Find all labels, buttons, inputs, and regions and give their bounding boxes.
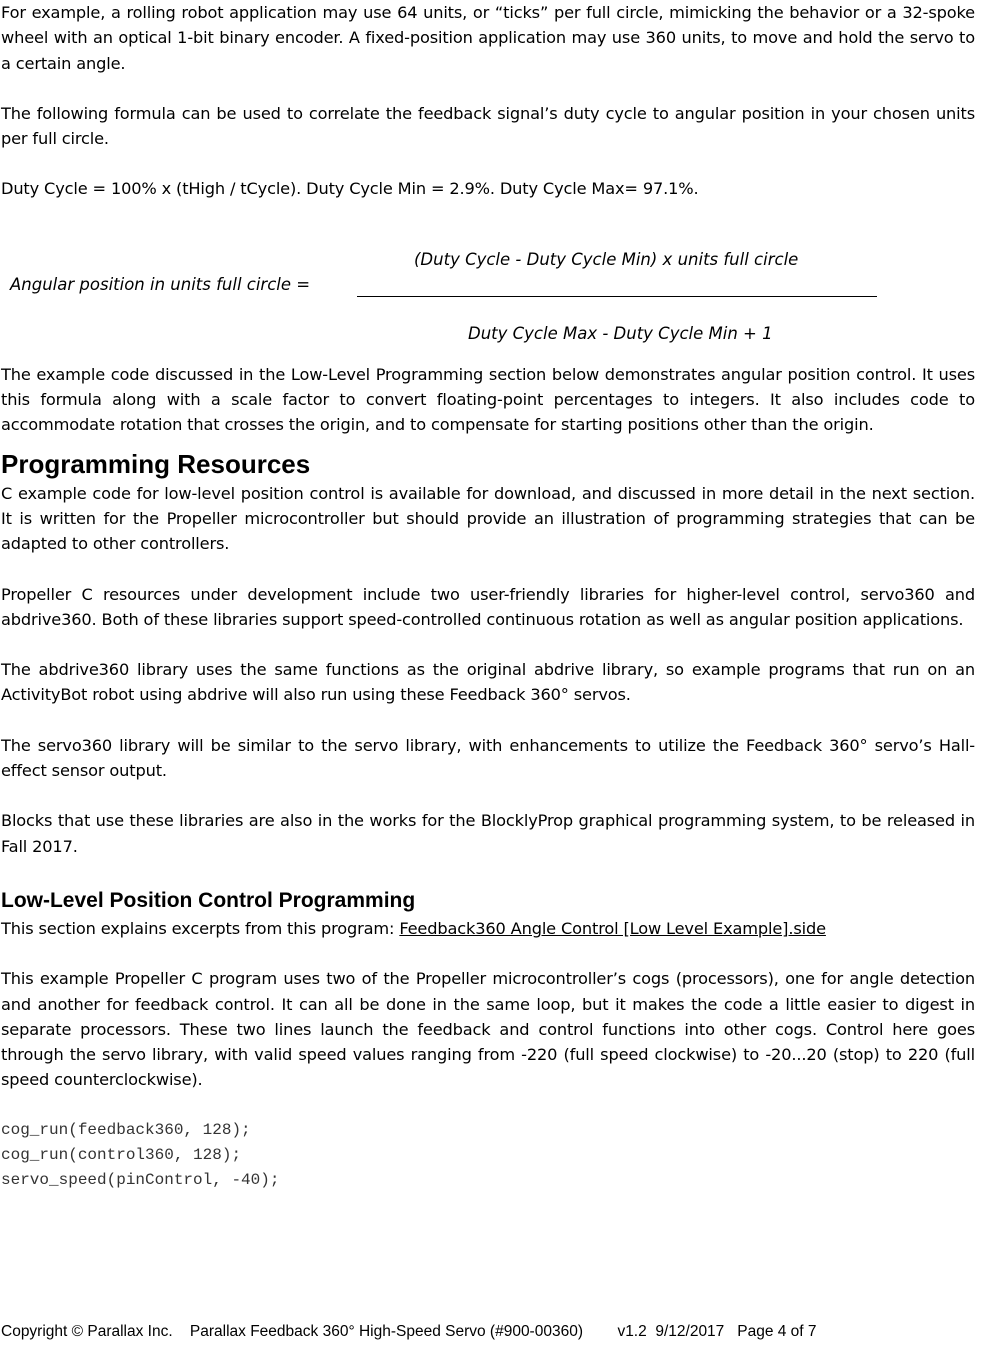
- heading-low-level: Low-Level Position Control Programming: [1, 888, 416, 912]
- code-line: cog_run(control360, 128);: [1, 1146, 242, 1165]
- code-block: [1, 1118, 975, 1194]
- fraction-bar: [357, 296, 877, 297]
- formula-lhs: Angular position in units full circle =: [10, 274, 311, 294]
- paragraph-duty-cycle: Duty Cycle = 100% x (tHigh / tCycle). Duty Cycle Min = 2.9%. Duty Cycle Max= 97.1%.: [1, 179, 699, 199]
- angular-position-formula: [1, 249, 975, 343]
- paragraph-ticks-example: For example, a rolling robot application may use 64 units, or “ticks” per full circle, mimicking the behavior or a 32-spoke wheel with an optical 1-bit binary encoder. A fixed-position application may use 360 units, to move and hold the servo to a certain angle.: [1, 3, 975, 73]
- paragraph-blocklyprop: Blocks that use these libraries are also in the works for the BlocklyProp graphical programming system, to be released in Fall 2017.: [1, 811, 975, 856]
- paragraph-program-excerpts: [1, 916, 975, 941]
- paragraph-example-code-intro: The example code discussed in the Low-Level Programming section below demonstrates angular position control. It uses this formula along with a scale factor to convert floating-point percentages to integers. It also includes code to accommodate rotation that crosses the origin, and to compensate for starting positions other than the origin.: [1, 364, 975, 435]
- paragraph-cogs-explanation: This example Propeller C program uses two of the Propeller microcontroller’s cogs (processors), one for angle detection and another for feedback control. It can all be done in the same loop, but it makes the code a little easier to digest in separate processors. These two lines launch the feedback and control functions into other cogs. Control here goes through the servo library, with valid speed values ranging from -220 (full speed clockwise) to -20...20 (stop) to 220 (full speed counterclockwise).: [1, 969, 975, 1090]
- footer-product: Parallax Feedback 360° High-Speed Servo (#900-00360): [189, 1323, 583, 1340]
- document-page: [1, 0, 975, 1194]
- page-footer: [1, 1323, 984, 1341]
- footer-copyright: Copyright © Parallax Inc.: [1, 1323, 173, 1340]
- paragraph-c-example: C example code for low-level position control is available for download, and discussed in more detail in the next section. It is written for the Propeller microcontroller but should provide an illustration of programming strategies that can be adapted to other controllers.: [1, 483, 975, 554]
- footer-page-number: Page 4 of 7: [737, 1323, 817, 1340]
- paragraph-abdrive360: The abdrive360 library uses the same functions as the original abdrive library, so example programs that run on an ActivityBot robot using abdrive will also run using these Feedback 360° servos.: [1, 660, 975, 705]
- footer-version: v1.2 9/12/2017: [617, 1323, 725, 1340]
- formula-denominator: Duty Cycle Max - Duty Cycle Min + 1: [468, 323, 773, 343]
- paragraph-formula-intro: The following formula can be used to correlate the feedback signal’s duty cycle to angular position in your chosen units per full circle.: [1, 103, 975, 149]
- program-download-link[interactable]: Feedback360 Angle Control [Low Level Example].side: [399, 918, 826, 938]
- code-line: servo_speed(pinControl, -40);: [1, 1171, 280, 1190]
- formula-numerator: (Duty Cycle - Duty Cycle Min) x units full circle: [414, 249, 799, 269]
- heading-programming-resources: Programming Resources: [1, 448, 311, 479]
- code-line: cog_run(feedback360, 128);: [1, 1120, 251, 1139]
- paragraph-servo360: The servo360 library will be similar to the servo library, with enhancements to utilize the Feedback 360° servo’s Hall-effect sensor output.: [1, 735, 975, 781]
- paragraph-propeller-resources: Propeller C resources under development include two user-friendly libraries for higher-level control, servo360 and abdrive360. Both of these libraries support speed-controlled continuous rotation as well as angular position applications.: [1, 584, 975, 629]
- excerpts-prefix: This section explains excerpts from this program:: [1, 918, 400, 938]
